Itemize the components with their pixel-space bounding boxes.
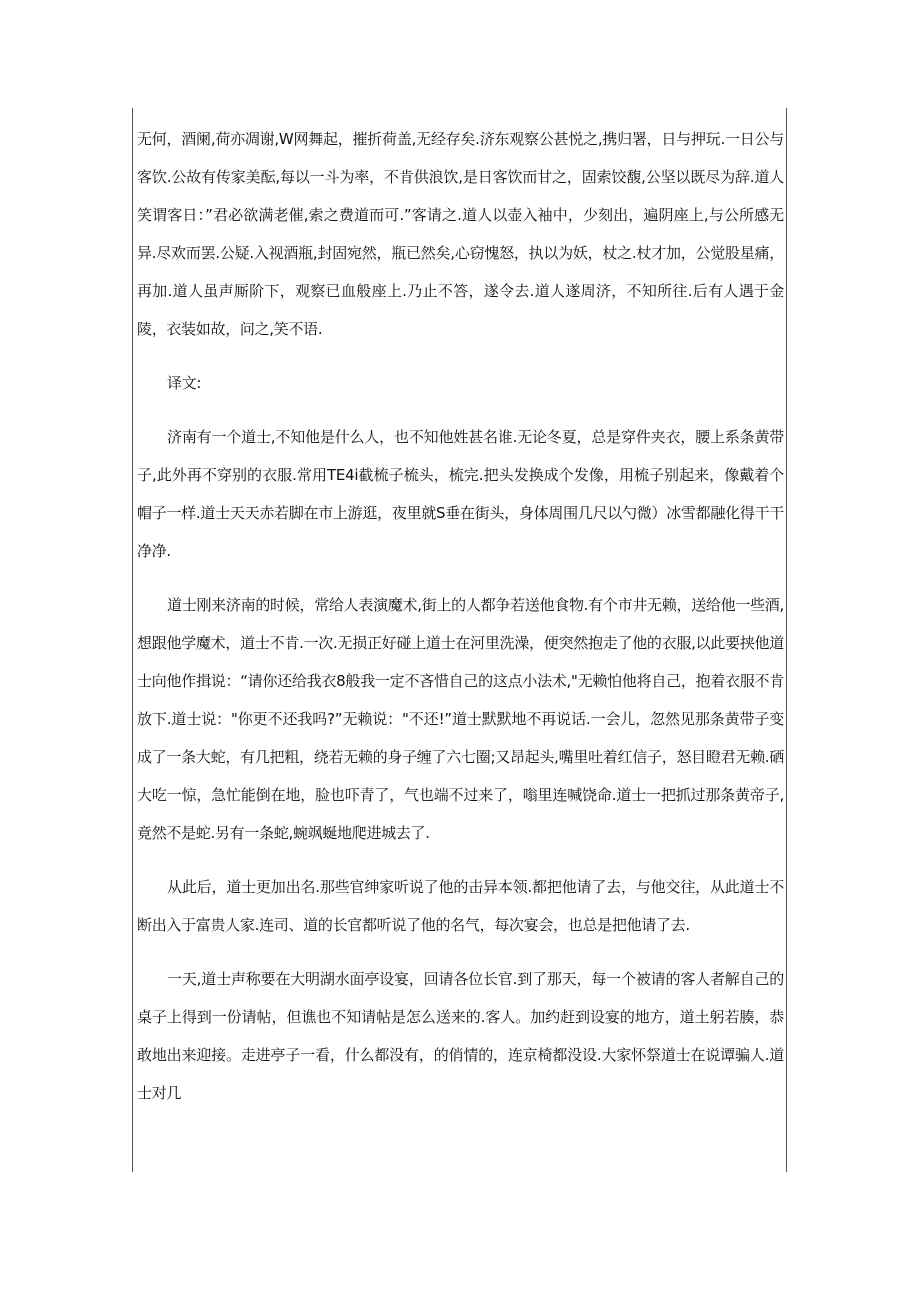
paragraph-translation-2: 道士刚来济南的时候，常给人表演魔术,街上的人都争若送他食物.有个市井无赖，送给他一些酒,想跟他学魔术，道士不肯.一次.无损正好碰上道士在河里洗澡，便突然抱走了他的衣服,以此要挟他道士向他作揖说：“请你还给我衣8般我一定不吝惜自己的这点小法术,"无赖怕他将自己，抱着衣服不肯放下.道士说："你更不还我吗?”无赖说："不还!”道士默默地不再说话.一会儿，忽然见那条黄带子变成了一条大蛇，有几把粗，绕若无赖的身子缠了六七圈;又昂起头,嘴里吐着红信子，怒目瞪君无赖.硒大吃一惊，急忙能倒在地，脸也吓青了，气也端不过来了，嗡里连喊饶命.道士一把抓过那条黄帝子,竟然不是蛇.另有一条蛇,蜿飒蜒地爬进城去了. bbox=[137, 596, 784, 842]
translation-heading: 译文: bbox=[167, 374, 202, 392]
page-border-right bbox=[786, 108, 787, 1172]
paragraph-original-text-ending: 无何，酒阑,荷亦凋谢,W网舞起，摧折荷盖,无经存矣.济东观察公甚悦之,携归署，日与押玩.一日公与客饮.公故有传家美酝,每以一斗为率，不肯供浪饮,是日客饮而甘之，固索饺馥,公坚以既尽为辞.道人笑谓客日：”君必欲满老催,索之费道而可.”客请之.道人以壶入袖中，少刻出，遍阴座上,与公所感无异.尽欢而罢.公疑.入视酒瓶,封固宛然，瓶已然矣,心窃愧怒，执以为妖，杖之.杖才加，公觉股星痛，再加.道人虽声厮阶下，观察已血般座上.乃止不答，遂令去.道人遂周济，不知所往.后有人遇于金陵，衣装如故，问之,笑不语. bbox=[137, 130, 784, 338]
paragraph-translation-4: 一天,道士声称要在大明湖水面亭设宴，回请各位长官.到了那天，每一个被请的客人者解自己的桌子上得到一份请帖，但谯也不知请帖是怎么送来的.客人。加约赶到设宴的地方，道土躬若腠，恭敢地出来迎接。走进亭子一看，什么都没有，的俏情的，连京椅都没设.大家怀祭道士在说谭骗人.道士对几 bbox=[137, 970, 784, 1102]
paragraph-translation-1: 济南有一个道士,不知他是什么人，也不知他姓甚名谁.无论冬夏，总是穿件夹衣，腰上系条黄带子,此外再不穿别的衣服.常用TE4i截梳子梳头，梳完.把头发换成个发像，用梳子别起来，像戴着个帽子一样.道士天天赤若脚在市上游逛，夜里就S垂在街头，身体周围几尺以勺微）冰雪都融化得干干净净. bbox=[137, 428, 784, 560]
page-border-left bbox=[132, 108, 133, 1172]
paragraph-translation-3: 从此后，道士更加出名.那些官绅家听说了他的击异本领.都把他请了去，与他交往，从此道士不断出入于富贵人家.连司、道的长官都听说了他的名气，每次宴会，也总是把他请了去. bbox=[137, 878, 784, 934]
document-body bbox=[137, 120, 784, 1128]
